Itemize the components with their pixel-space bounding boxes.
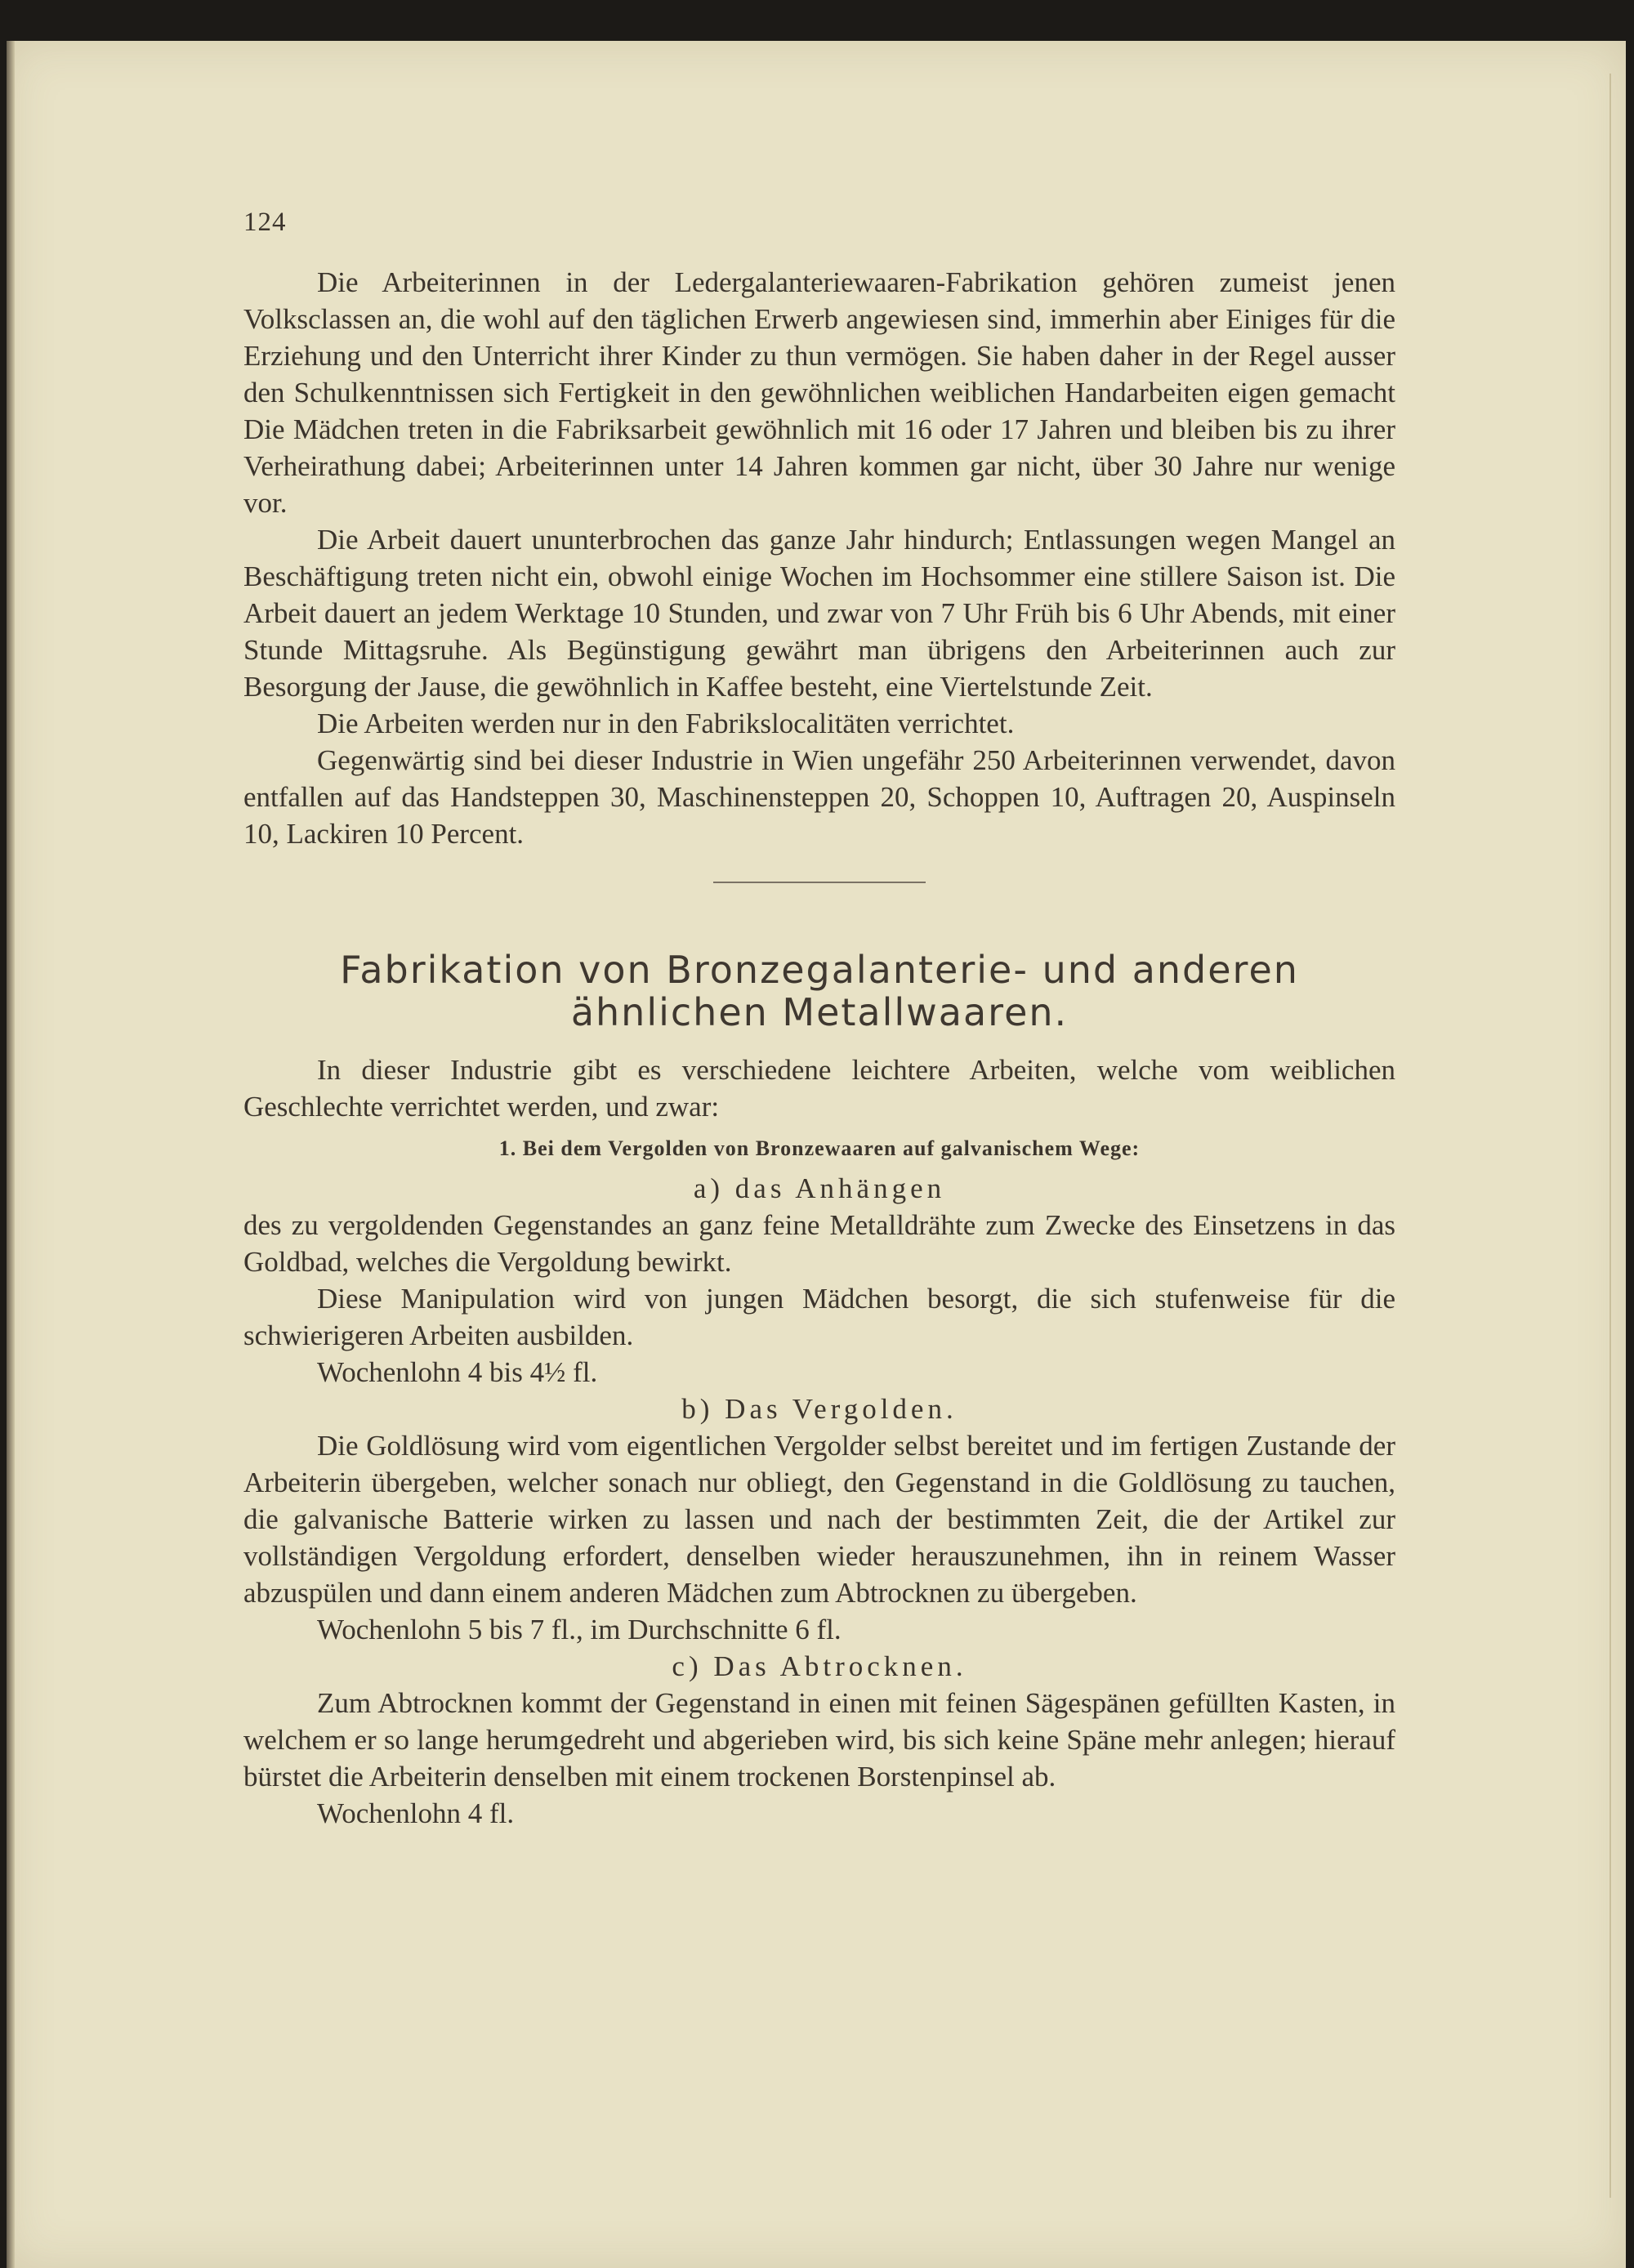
section-title	[243, 949, 1395, 1034]
intro-paragraph-3: Die Arbeiten werden nur in den Fabrikslocalitäten verrichtet.	[317, 708, 1015, 739]
section-divider	[713, 882, 926, 883]
subsection-b-body: Die Goldlösung wird vom eigentlichen Vergolder selbst bereitet und im fertigen Zustande der Arbeiterin übergeben, welcher sonach nur obliegt, den Gegenstand in die Goldlösung zu tauchen, die galvanische Batterie wirken zu lassen und nach der bestimmten Zeit, die der Artikel zur vollständigen Vergoldung erfordert, denselben wieder herauszunehmen, ihn in reinem Wasser abzuspülen und dann einem anderen Mädchen zum Abtrocknen zu übergeben.	[243, 1430, 1395, 1609]
subsection-c-body: Zum Abtrocknen kommt der Gegenstand in einen mit feinen Sägespänen gefüllten Kasten, in welchem er so lange herumgedreht und abgerieben wird, bis sich keine Späne mehr anlegen; hierauf bürstet die Arbeiterin denselben mit einem trockenen Borstenpinsel ab.	[243, 1687, 1395, 1793]
subheading-galvanic-gilding: 1. Bei dem Vergolden von Bronzewaaren auf galvanischem Wege:	[498, 1136, 1141, 1160]
subsection-c-wage: Wochenlohn 4 fl.	[317, 1797, 515, 1829]
intro-paragraph-2: Die Arbeit dauert ununterbrochen das ganze Jahr hindurch; Entlassungen wegen Mangel an Beschäftigung treten nicht ein, obwohl einige Wochen im Hochsommer eine stillere Saison ist. Die Arbeit dauert an jedem Werktage 10 Stunden, und zwar von 7 Uhr Früh bis 6 Uhr Abends, mit einer Stunde Mittagsruhe. Als Begünstigung gewährt man übrigens den Arbeiterinnen auch zur Besorgung der Jause, die gewöhnlich in Kaffee besteht, eine Viertelstunde Zeit.	[243, 524, 1395, 703]
subsection-a-continuation: des zu vergoldenden Gegenstandes an ganz feine Metalldrähte zum Zwecke des Einsetzens in das Goldbad, welches die Vergoldung bewirkt.	[243, 1209, 1395, 1278]
page-fold-line	[1609, 74, 1611, 2198]
page-number: 124	[243, 208, 287, 237]
subsection-c-heading: c) Das Abtrocknen.	[672, 1650, 967, 1682]
intro-paragraph-1: Die Arbeiterinnen in der Ledergalanteriewaaren-Fabrikation gehören zumeist jenen Volksclassen an, die wohl auf den täglichen Erwerb angewiesen sind, immerhin aber Einiges für die Erziehung und den Unterricht ihrer Kinder zu thun vermögen. Sie haben daher in der Regel ausser den Schulkenntnissen sich Fertigkeit in den gewöhnlichen weiblichen Handarbeiten eigen gemacht Die Mädchen treten in die Fabriksarbeit gewöhnlich mit 16 oder 17 Jahren und bleiben bis zu ihrer Verheirathung dabei; Arbeiterinnen unter 14 Jahren kommen gar nicht, über 30 Jahre nur wenige vor.	[243, 266, 1395, 519]
section-title-line-2: ähnlichen Metallwaaren.	[570, 990, 1069, 1034]
section-title-line-1: Fabrikation von Bronzegalanterie- und anderen	[340, 948, 1299, 992]
intro-paragraph-4: Gegenwärtig sind bei dieser Industrie in Wien ungefähr 250 Arbeiterinnen verwendet, davon entfallen auf das Handsteppen 30, Maschinensteppen 20, Schoppen 10, Auftragen 20, Auspinseln 10, Lackiren 10 Percent.	[243, 744, 1395, 850]
subsection-a-heading: a) das Anhängen	[693, 1172, 946, 1204]
page-left-edge	[7, 41, 15, 2268]
subsection-b-wage: Wochenlohn 5 bis 7 fl., im Durchschnitte 6 fl.	[317, 1614, 842, 1645]
subsection-a-body: Diese Manipulation wird von jungen Mädchen besorgt, die sich stufenweise für die schwierigeren Arbeiten ausbilden.	[243, 1283, 1395, 1351]
page-text	[243, 204, 1395, 1832]
section-intro: In dieser Industrie gibt es verschiedene leichtere Arbeiten, welche vom weiblichen Geschlechte verrichtet werden, und zwar:	[243, 1054, 1395, 1123]
subsection-b-heading: b) Das Vergolden.	[681, 1393, 958, 1425]
subsection-a-wage: Wochenlohn 4 bis 4½ fl.	[317, 1356, 598, 1388]
